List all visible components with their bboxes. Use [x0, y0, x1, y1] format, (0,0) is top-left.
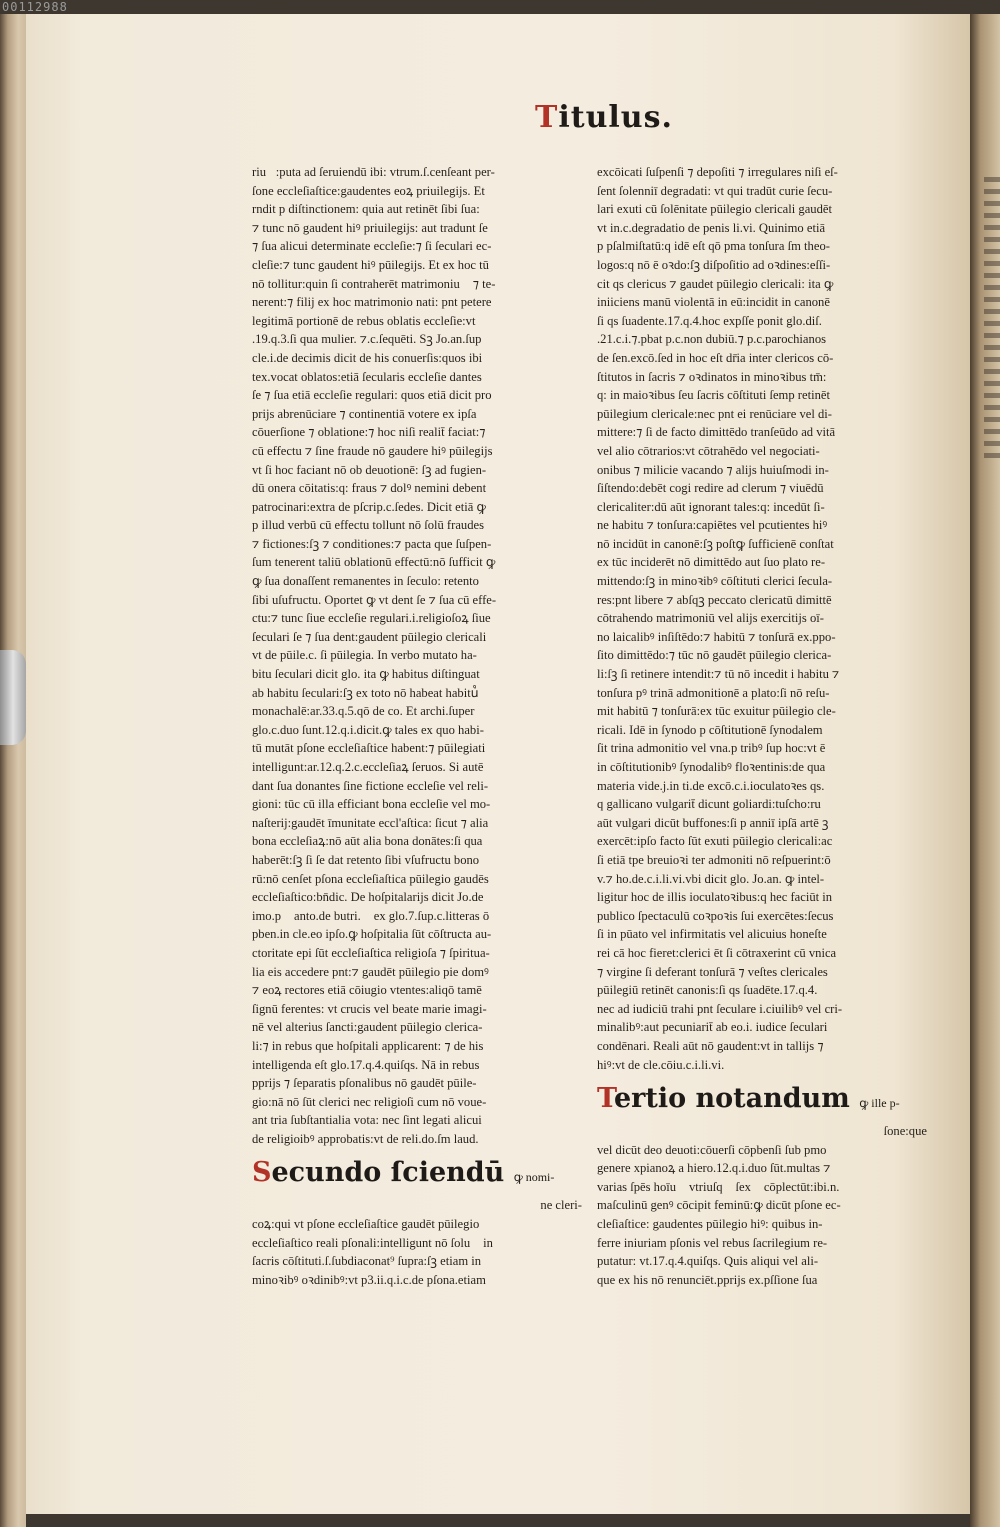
text-line: putatur: vt.17.q.4.quiſqs. Quis aliqui vel ali- [597, 1254, 819, 1269]
text-line: imo.pᷓ anto.de butri.ꝙ ex glo.7.ſup.c.litteras ō [252, 908, 490, 923]
text-line: gio:nā nō ſūt clerici nec religioſi cum nō voue- [252, 1094, 487, 1109]
left-page-edge [0, 14, 26, 1527]
text-line: onibus ⁊ milicie vacando ⁊ alijs huiuſmodi in- [597, 462, 829, 477]
text-line: cōuerſione ⁊ oblatione:⁊ hoc niſi realit̄ faciat:⁊ [252, 425, 486, 440]
text-line: p illud verbū cū effectu tollunt nō ſolū fraudes [252, 518, 484, 533]
text-line: ſibi uſufructu. Oportet ꝙ vt dent ſe ⁊ ſua cū effe- [252, 592, 497, 607]
text-line: patrocinari:extra de pſcrip.c.ſedes. Dicit etiā ꝙ [252, 499, 486, 514]
text-line: excōicati ſuſpenſi ⁊ depoſiti ⁊ irregulares niſi eſ- [597, 165, 838, 179]
left-heading-initial: S [252, 1157, 272, 1189]
running-head-initial: T [535, 100, 559, 135]
text-line: ſum tenerent taliū oblationū effectū:nō ſufficit ꝙ [252, 555, 496, 570]
text-line: no laicalibꝰ inſiſtēdo:⁊ habitū ⁊ tonſurā ex.ppo- [597, 629, 836, 644]
text-line: clericaliter:dū aūt ignorant tales:q: incedūt ſi- [597, 499, 825, 514]
right-section-heading [597, 1082, 927, 1120]
text-line: genere xpianoꝝ a hiero.12.q.i.duo ſūt.multas ⁊ [597, 1161, 831, 1176]
text-line: hiꝰ:vt de cle.cōiu.c.i.li.vi. [597, 1057, 725, 1072]
left-section-heading [252, 1156, 582, 1194]
running-head [535, 100, 673, 135]
text-line: pūilegium clericale:nec pnt ei renūciare vel di- [597, 406, 832, 421]
text-line: rndit p diſtinctionem: quia aut retinēt ſibi ſua: [252, 202, 480, 217]
text-line: res:pnt libere ⁊ abſqꝫ peccato clericatū dimittē [597, 592, 832, 607]
text-line: ⁊ eoꝝ rectores etiā cōiugio vtentes:aliqō tamē [252, 983, 482, 998]
left-column-text [252, 163, 582, 1148]
text-line: maſculinū genꝰ cōcipit feminū:ꝙ dicūt pſone ec- [597, 1198, 841, 1213]
text-line: q gallicano vulgarit̄ dicunt goliardi:tuſcho:ru᷑ [597, 797, 831, 812]
text-line: que ex his nō renunciēt.pprijs ex.pſſione ſua [597, 1272, 818, 1287]
text-line: glo.c.duo ſunt.12.q.i.dicit.ꝙ tales ex quo habi- [252, 722, 484, 737]
text-line: ſito dimittēdo:⁊ tūc nō gaudēt pūilegio clerica- [597, 648, 832, 663]
page-clip [0, 650, 26, 745]
text-line: cle.i.de decimis dicit de his conuerſis:quos ibi [252, 350, 483, 365]
text-line: ex tūc inciderēt nō dimittēdo aut ſuo plato re- [597, 555, 826, 570]
text-line: vt ſi hoc faciant nō ob deuotionē: ſꝫ ad fugien- [252, 462, 487, 477]
text-line: ne habitu ⁊ tonſura:capiētes vel pcutientes hiꝰ [597, 518, 828, 533]
text-line: cleſie:⁊ tunc gaudent hiꝰ pūilegijs. Et ex hoc tū [252, 257, 489, 272]
text-line: eccleſiaſtico:bn̄dic. De hoſpitalarijs dicit Jo.de [252, 890, 484, 905]
text-line: ant tria ſubſtantialia vota: nec ſint legati alicui [252, 1113, 482, 1128]
right-column-text [597, 163, 927, 1074]
text-line: mittere:⁊ ſi de facto dimittēdo tranſeūdo ad vitā [597, 425, 836, 440]
text-line: legitimā portionē de rebus oblatis eccleſie:vt [252, 313, 476, 328]
running-head-rest: itulus. [558, 100, 673, 135]
text-line: naſterij:gaudēt īmunitate eccl'aſtica: ſicut ⁊ alia [252, 815, 489, 830]
right-heading-initial: T [597, 1083, 614, 1115]
text-line: de ſen.excō.ſed in hoc eſt dr̄ia inter clericos cō- [597, 350, 834, 365]
text-line: gioni: tūc cū illa efficiant bona eccleſie vel mo- [252, 797, 491, 812]
text-line: pprijs ⁊ ſeparatis pſonalibus nō gaudēt pūile- [252, 1076, 477, 1091]
left-heading-suffix: ꝙ nomi- [513, 1170, 555, 1185]
text-line: tonſura pꝰ trinā admonitionē a plato:ſi nō reſu- [597, 685, 830, 700]
text-line: ctu:⁊ tunc ſiue eccleſie regulari.i.religioſoꝝ ſiue [252, 611, 491, 626]
left-heading-continuation: ne cleri- [540, 1198, 582, 1213]
text-line: nō incidūt in canonē:ſꝫ poſtꝙ ſufficienē conſtat [597, 536, 834, 551]
text-line: li:⁊ in rebus que hoſpitali applicarent: ⁊ de his [252, 1038, 484, 1053]
text-line: intelligunt:ar.12.q.2.c.eccleſiaꝝ ſeruos. Si autē [252, 760, 484, 774]
text-line: nerent:⁊ filij ex hoc matrimonio nati: pnt petere [252, 295, 492, 310]
text-line: ligitur hoc de illis ioculatoꝛibus:q hec faciūt in [597, 890, 833, 905]
text-line: minoꝛibꝰ oꝛdinibꝰ:vt p3.ii.q.i.c.de pſona.etiam [252, 1272, 486, 1287]
text-line: cū effectu ⁊ ſine fraude nō gaudere hiꝰ pūilegijs [252, 443, 493, 458]
text-line: ab habitu ſeculari:ſꝫ ex toto nō habeat habitu᷒ [252, 685, 479, 700]
text-line: tex.vocat oblatos:etiā ſecularis eccleſie dantes [252, 369, 482, 384]
text-line: condēnari. Reali aūt nō gaudent:vt in tallijs ⁊ [597, 1038, 824, 1053]
text-line: ſeculari ſe ⁊ ſua dent:gaudent pūilegio clericali [252, 629, 487, 644]
text-line: logos:q nō ē oꝛdo:ſꝫ diſpoſitio ad oꝛdines:eſſi- [597, 257, 831, 272]
text-line: ſone eccleſiaſtice:gaudentes eoꝝ priuilegijs. Et [252, 183, 485, 198]
text-line: cleſiaſtice: gaudentes pūilegio hiꝰ: quibus in- [597, 1217, 823, 1232]
text-line: cit qs clericus ⁊ gaudet pūilegio clericali: ita ꝙ [597, 276, 834, 291]
text-line: .19.q.3.ſi qua mulier. ⁊.c.ſequēti. Sꝫ Jo.an.ſup [252, 332, 482, 347]
text-line: minalibꝰ:aut pecuniarit̄ ab eo.i. iudice ſeculari [597, 1020, 828, 1035]
text-line: ſiſtendo:debēt cogi redire ad clerum ⁊ viuēdū [597, 481, 824, 496]
text-line: exercēt:ipſo facto ſūt exuti pūilegio clericali:ac [597, 834, 833, 849]
text-line: tū mutāt pſone eccleſiaſtice habent:⁊ pūilegiati [252, 741, 486, 756]
text-line: ⁊ virgine ſi deferant tonſurā ⁊ veſtes clericales [597, 964, 828, 979]
text-line: nō tollitur:quin ſi contraherēt matrimoniu᷒ ⁊ te- [252, 276, 496, 291]
text-line: ferre iniuriam pſonis vel rebus ſacrilegium re- [597, 1235, 828, 1250]
scan-id-label: 00112988 [2, 0, 68, 14]
text-line: ſit trina admonitio vel vna.p tribꝰ ſup hoc:vt ē [597, 741, 826, 756]
text-line: mit habitū ⁊ tonſurā:ex tūc exuitur pūilegio cle- [597, 704, 836, 719]
text-line: ſignū ferentes: vt crucis vel beate marie imagi- [252, 1001, 487, 1016]
text-line: mittendo:ſꝫ in minoꝛibꝰ cōſtituti clerici ſecula- [597, 574, 833, 589]
text-line: ricali. Idē in ſynodo p cōſtitutionē ſynodalem [597, 722, 823, 737]
text-line: ctoritate epi ſūt eccleſiaſtica religioſa ⁊ ſpiritua- [252, 945, 490, 960]
text-line: p pſalmiſtatū:q idē eſt qō pma tonſura ſm theo- [597, 239, 830, 254]
text-line: varias ſpēs hoīu᷒ vtriuſqꝫ ſexꝰ cōplectūt:ibi.n. [597, 1179, 840, 1194]
text-line: vel alio cōtrarios:vt cōtrahēdo vel negociati- [597, 443, 820, 458]
right-column-text-after [597, 1141, 927, 1290]
text-line: de religioibꝰ approbatis:vt de reli.do.ſm laud. [252, 1131, 479, 1146]
text-line: ſtitutos in ſacris ⁊ oꝛdinatos in minoꝛibus tm̄: [597, 369, 827, 384]
text-line: haberēt:ſꝫ ſi ſe dat retento ſibi vſufructu bono [252, 852, 480, 867]
text-line: cōtrahendo matrimoniū vel alijs exercitijs oī- [597, 611, 824, 626]
text-line: in cōſtitutionibꝰ ſynodalibꝰ floꝛentinis:de qua [597, 760, 826, 774]
text-line: ſacris cōſtituti.ſ.ſubdiaconat⁹ ſupra:ſꝫ etiam in [252, 1254, 482, 1269]
text-line: .21.c.i.⁊.pbat p.c.non dubiū.⁊ p.c.parochianos [597, 332, 827, 347]
text-line: lari exuti cū ſolēnitate pūilegio clericali gaudēt [597, 202, 832, 217]
text-line: rei cā hoc fieret:clerici ēt ſi cōtraxerint cū vnica [597, 945, 837, 960]
text-line: q: in maioꝛibus ſeu ſacris cōſtituti ſemp retinēt [597, 388, 830, 403]
text-line: pben.in cle.eo ipſo.ꝙ hoſpitalia ſūt cōſtructa au- [252, 927, 492, 942]
text-line: ⁊ ſua alicui determinate eccleſie:⁊ ſi ſeculari ec- [252, 239, 492, 254]
text-line: ⁊ fictiones:ſꝫ ⁊ conditiones:⁊ pacta que ſuſpen- [252, 536, 492, 551]
text-line: vt in.c.degradatio de penis li.vi. Quinimo etiā [597, 220, 826, 235]
text-line: v.⁊ ho.de.c.i.li.vi.vbi dicit glo. Jo.an. ꝙ intel- [597, 871, 825, 886]
text-line: vel dicūt deo deuoti:cōuerſi cōpbenſi ſub pmo [597, 1142, 827, 1157]
text-line: monachalē:ar.33.q.5.qō de co. Et archi.ſuper [252, 704, 475, 719]
right-heading-rest: ertio notandum [614, 1083, 850, 1115]
text-line: ſi in pūato vel infirmitatis vel alicuius honeſte [597, 927, 827, 942]
text-line: aūt vulgari dicūt buffones:ſi p anniī ipſā artē ꝫ [597, 815, 829, 830]
text-line: li:ſꝫ ſi retinere intendit:⁊ tū nō incedit i habitu ⁊ [597, 667, 840, 682]
text-line: coꝝ:qui vt pſone eccleſiaſtice gaudēt pūilegio [252, 1217, 480, 1232]
text-line: prijs abrenūciare ⁊ continentiā votere ex ipſa [252, 406, 477, 421]
right-heading-suffix: ꝙ ille p- [859, 1096, 900, 1111]
left-heading-rest: ecundo ſciendū [271, 1157, 505, 1189]
text-line: intelligenda eſt glo.17.q.4.quiſqs. Nā in rebus [252, 1057, 480, 1072]
right-heading-continuation: ſone:que [883, 1124, 927, 1139]
text-line: eccleſiaſtico reali pſonali:intelligunt nō ſolu᷒ in [252, 1235, 493, 1250]
text-line: riu᷑:puta ad ſeruiendū ibi: vtrum.ſ.cenſeant per- [252, 165, 495, 179]
text-line: bitu ſeculari dicit glo. ita ꝙ habitus diſtinguat [252, 667, 480, 682]
text-line: ꝙ ſua donaſſent remanentes in ſeculo: retento [252, 574, 479, 589]
next-page-text-fragments [984, 170, 1000, 1070]
text-line: nec ad iudiciū trahi pnt ſeculare i.ciuilibꝰ vel cri- [597, 1001, 843, 1016]
text-line: ſi qs ſuadente.17.q.4.hoc expſſe ponit glo.diſ. [597, 313, 822, 328]
text-line: pūilegiū retinēt canonis:ſi qs ſuadēte.17.q.4. [597, 983, 818, 998]
text-line: nē vel alterius ſancti:gaudent pūilegio clerica- [252, 1020, 483, 1035]
text-line: lia eis accedere pnt:⁊ gaudēt pūilegio pie domꝰ [252, 964, 489, 979]
text-line: ſi etiā tpe breuioꝛi ter admoniti nō reſpuerint:ō [597, 852, 831, 867]
text-line: bona eccleſiaꝝ:nō aūt alia bona donātes:ſi qua [252, 834, 483, 849]
text-line: iniiciens manū violentā in eū:incidit in canonē [597, 295, 830, 310]
text-line: ſent ſolenniī degradati: vt qui tradūt curie ſecu- [597, 183, 833, 198]
text-line: dū onera cōitatis:q: fraus ⁊ dolꝰ nemini debent [252, 481, 487, 496]
text-line: ſe ⁊ ſua etiā eccleſie regulari: quos etiā dicit pro [252, 388, 492, 403]
text-line: dant ſua donantes ſine fictione eccleſie vel reli- [252, 778, 489, 793]
text-line: ⁊ tunc nō gaudent hiꝰ priuilegijs: aut tradunt ſe [252, 220, 488, 235]
text-line: vt de pūile.c. ſi pūilegia. In verbo mutato ha- [252, 648, 477, 663]
text-line: publico ſpectaculū coꝛpoꝛis ſui exercētes:ſecus [597, 908, 834, 923]
left-column-text-after [252, 1215, 582, 1289]
text-line: materia vide.j.in ti.de excō.c.i.ioculatoꝛes qs. [597, 778, 825, 793]
text-line: rū:nō cenſet pſona eccleſiaſtica pūilegio gaudēs [252, 871, 489, 886]
left-column [252, 163, 582, 1289]
right-column [597, 163, 927, 1289]
